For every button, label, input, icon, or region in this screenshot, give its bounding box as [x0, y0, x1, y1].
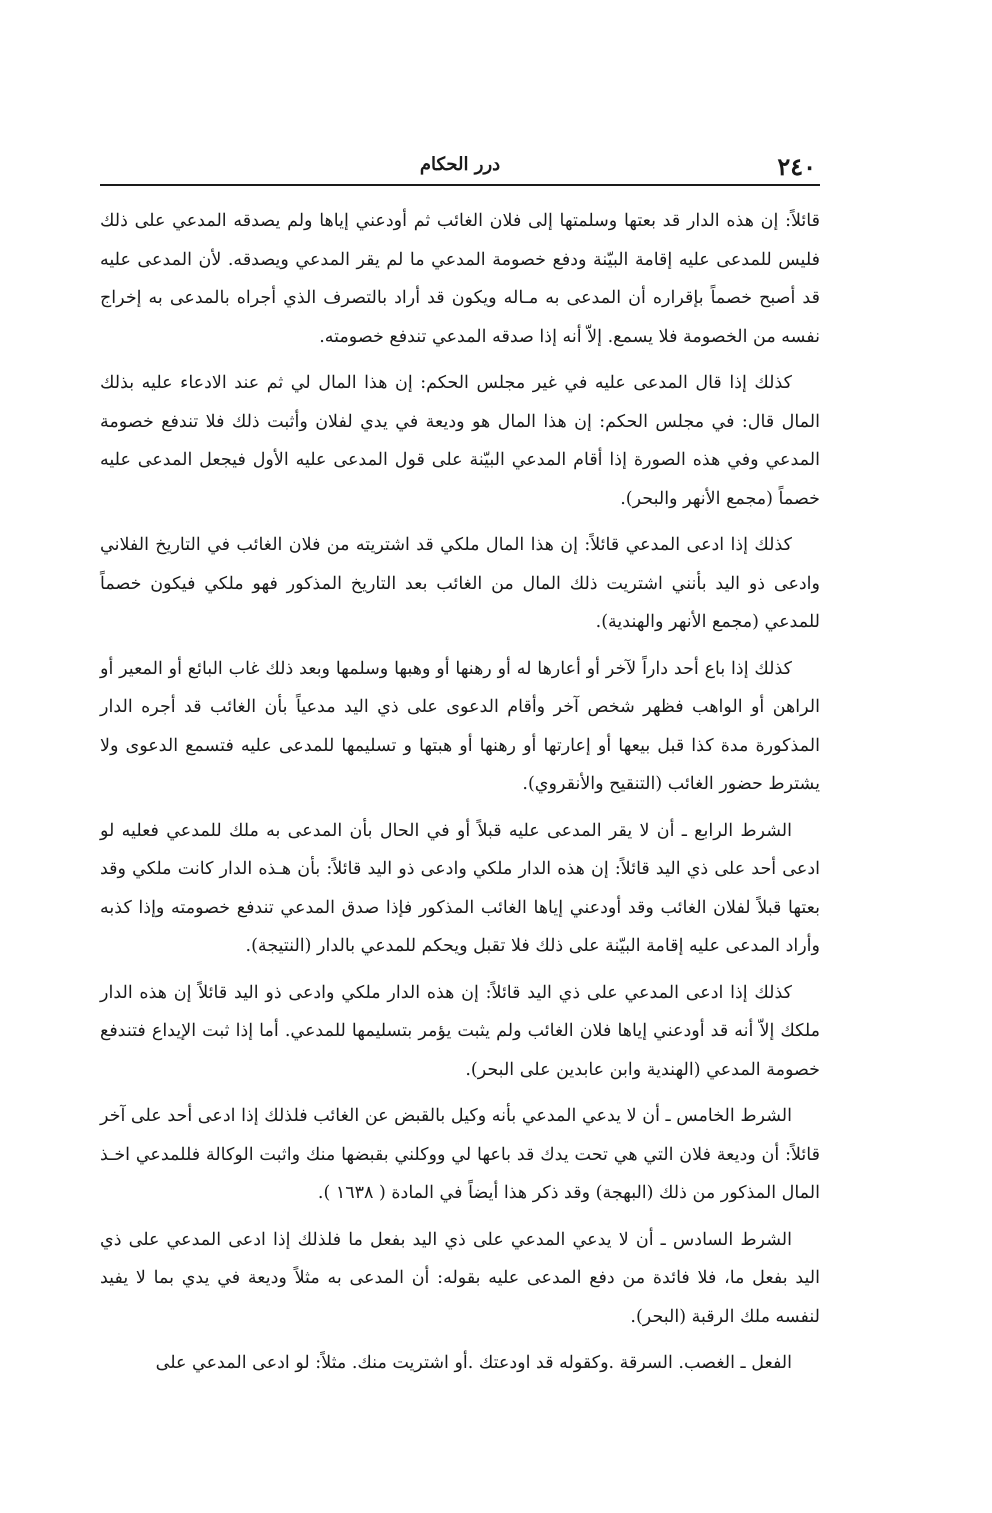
- body-text: [100, 202, 820, 1383]
- paragraph-4: كذلك إذا باع أحد داراً لآخر أو أعارها له أو رهنها أو وهبها وسلمها وبعد ذلك غاب البائع أو المعير أو الراهن أو الواهب فظهر شخص آخر وأقام الدعوى على ذي اليد مدعياً بأن الغائب قد أجره الدار المذكورة مدة كذا قبل بيعها أو إعارتها أو رهنها أو هبتها و تسليمها للمدعى عليه فتسمع الدعوى ولا يشترط حضور الغائب (التنقيح والأنقروي).: [100, 658, 820, 794]
- paragraph-5: الشرط الرابع ـ أن لا يقر المدعى عليه قبلاً أو في الحال بأن المدعى به ملك للمدعي فعليه لو ادعى أحد على ذي اليد قائلاً: إن هذه الدار ملكي وادعى ذو اليد قائلاً: بأن هـذه الدار كانت ملكي وقد بعتها قبلاً لفلان الغائب وقد أودعني إياها الغائب المذكور فإذا صدق المدعي تندفع خصومته وإذا كذبه وأراد المدعى عليه إقامة البيّنة على ذلك فلا تقبل ويحكم للمدعي بالدار (النتيجة).: [100, 820, 820, 956]
- page-header: [100, 150, 820, 186]
- paragraph-3: كذلك إذا ادعى المدعي قائلاً: إن هذا المال ملكي قد اشتريته من فلان الغائب في التاريخ الفلاني وادعى ذو اليد بأنني اشتريت ذلك المال من الغائب بعد التاريخ المذكور فهو ملكي فيكون خصماً للمدعي (مجمع الأنهر والهندية).: [100, 535, 820, 632]
- document-page: [100, 150, 820, 1391]
- paragraph-7: الشرط الخامس ـ أن لا يدعي المدعي بأنه وكيل بالقبض عن الغائب فلذلك إذا ادعى أحد على آخر قائلاً: أن وديعة فلان التي هي تحت يدك قد باعها لي ووكلني بقبضها منك واثبت الوكالة فللمدعي اخـذ المال المذكور من ذلك (البهجة) وقد ذكر هذا أيضاً في المادة ( ١٦٣٨ ).: [100, 1106, 820, 1203]
- page-number: ٢٤٠: [777, 152, 816, 181]
- paragraph-1: قائلاً: إن هذه الدار قد بعتها وسلمتها إلى فلان الغائب ثم أودعني إياها ولم يصدقه المدعي على ذلك فليس للمدعى عليه إقامة البيّنة ودفع خصومة المدعي ما لم يقر المدعي ويصدقه. لأن المدعى عليه قد أصبح خصماً بإقراره أن المدعى به مـاله ويكون قد أراد بالتصرف الذي أجراه بالمدعى به إخراج نفسه من الخصومة فلا يسمع. إلاّ أنه إذا صدقه المدعي تندفع خصومته.: [100, 211, 820, 347]
- paragraph-8: الشرط السادس ـ أن لا يدعي المدعي على ذي اليد بفعل ما فلذلك إذا ادعى المدعي على ذي اليد بفعل ما، فلا فائدة من دفع المدعى عليه بقوله: أن المدعى به مثلاً وديعة في يدي بما لا يفيد لنفسه ملك الرقبة (البحر).: [100, 1229, 820, 1327]
- paragraph-9: الفعل ـ الغصب. السرقة .وكقوله قد اودعتك .أو اشتريت منك. مثلاً: لو ادعى المدعي على: [155, 1353, 792, 1373]
- paragraph-6: كذلك إذا ادعى المدعي على ذي اليد قائلاً: إن هذه الدار ملكي وادعى ذو اليد قائلاً إن هذه الدار ملكك إلاّ أنه قد أودعني إياها فلان الغائب ولم يثبت يؤمر بتسليمها للمدعي. أما إذا ثبت الإيداع فتندفع خصومة المدعي (الهندية وابن عابدين على البحر).: [100, 982, 820, 1080]
- paragraph-2: كذلك إذا قال المدعى عليه في غير مجلس الحكم: إن هذا المال لي ثم عند الادعاء عليه بذلك المال قال: في مجلس الحكم: إن هذا المال هو وديعة في يدي لفلان وأثبت ذلك فلا تندفع خصومة المدعي وفي هذه الصورة إذا أقام المدعي البيّنة على قول المدعى عليه الأول فيجعل المدعى عليه خصماً (مجمع الأنهر والبحر).: [100, 373, 820, 509]
- running-title: درر الحكام: [419, 154, 501, 175]
